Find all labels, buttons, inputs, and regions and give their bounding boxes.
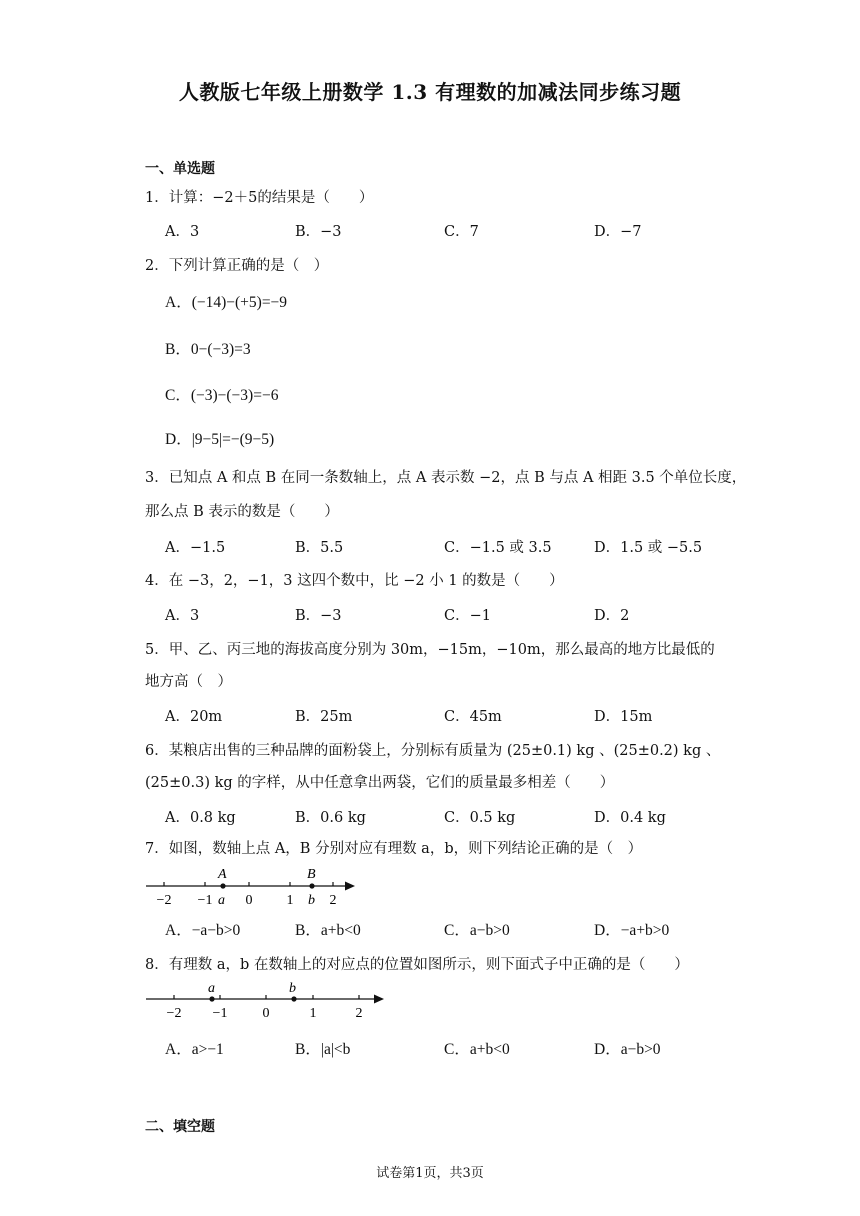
question-3-option-c: C．−1.5 或 3.5 [444, 540, 552, 556]
page-title: 人教版七年级上册数学 1.3 有理数的加减法同步练习题 [178, 80, 682, 104]
axis-tick-label: −1 [197, 893, 213, 908]
question-4-option-d: D．2 [594, 608, 630, 624]
point-a-dot [220, 883, 225, 888]
point-b-dot [291, 996, 296, 1001]
point-a-label: a [208, 981, 215, 996]
question-3-option-b: B．5.5 [295, 540, 344, 556]
question-8-option-a: A．a>−1 [165, 1041, 224, 1058]
question-2-option-d: D．|9−5|=−(9−5) [165, 431, 275, 448]
axis-tick-label: 2 [355, 1006, 363, 1021]
question-3-option-a: A．−1.5 [165, 540, 226, 556]
section-heading-fill-in: 二、填空题 [145, 1119, 215, 1135]
point-b-value-label: b [308, 893, 315, 908]
point-a-value-label: a [218, 893, 225, 908]
question-6-option-d: D．0.4 kg [594, 810, 666, 826]
question-3-option-d: D．1.5 或 −5.5 [594, 540, 703, 556]
question-2-option-c: C．(−3)−(−3)=−6 [165, 387, 279, 404]
question-5-stem-line1: 5．甲、乙、丙三地的海拔高度分别为 30m，−15m，−10m，那么最高的地方比最低的 [145, 642, 715, 658]
question-7-stem: 7．如图，数轴上点 A，B 分别对应有理数 a，b，则下列结论正确的是（ ） [145, 841, 643, 857]
axis-tick-label: 2 [329, 893, 337, 908]
point-a-dot [209, 996, 214, 1001]
question-1-option-b: B．−3 [295, 224, 342, 240]
question-4-option-a: A．3 [165, 608, 200, 624]
question-7-number-line [142, 862, 362, 908]
question-4-option-b: B．−3 [295, 608, 342, 624]
axis-tick-label: 1 [309, 1006, 317, 1021]
page-footer: 试卷第1页，共3页 [376, 1166, 484, 1181]
question-8-option-b: B．|a|<b [295, 1041, 351, 1058]
question-8-option-d: D．a−b>0 [594, 1041, 661, 1058]
question-6-stem-line2: (25±0.3) kg 的字样，从中任意拿出两袋，它们的质量最多相差（ ） [145, 775, 615, 791]
axis-tick-label: −2 [166, 1006, 182, 1021]
question-6-option-b: B．0.6 kg [295, 810, 366, 826]
question-5-option-d: D．15m [594, 709, 653, 725]
axis-arrow-icon [374, 995, 384, 1004]
question-5-stem-line2: 地方高（ ） [145, 674, 232, 690]
question-8-option-c: C．a+b<0 [444, 1041, 510, 1058]
question-5-option-b: B．25m [295, 709, 353, 725]
question-2-option-a: A．(−14)−(+5)=−9 [165, 294, 288, 311]
question-4-option-c: C．−1 [444, 608, 491, 624]
axis-arrow-icon [345, 882, 355, 891]
axis-tick-label: −2 [156, 893, 172, 908]
point-b-label: b [289, 981, 296, 996]
axis-tick-label: −1 [212, 1006, 228, 1021]
question-7-option-a: A．−a−b>0 [165, 922, 241, 939]
question-7-option-b: B．a+b<0 [295, 922, 361, 939]
axis-tick-label: 1 [286, 893, 294, 908]
question-6-option-a: A．0.8 kg [165, 810, 236, 826]
question-1-stem: 1．计算：−2＋5的结果是（ ） [145, 190, 374, 206]
question-2-option-b: B．0−(−3)=3 [165, 341, 251, 358]
question-7-option-d: D．−a+b>0 [594, 922, 670, 939]
point-a-label: A [218, 867, 227, 882]
question-7-option-c: C．a−b>0 [444, 922, 510, 939]
question-5-option-c: C．45m [444, 709, 502, 725]
question-1-option-c: C．7 [444, 224, 479, 240]
point-b-label: B [307, 867, 316, 882]
question-8-stem: 8．有理数 a，b 在数轴上的对应点的位置如图所示，则下面式子中正确的是（ ） [145, 957, 689, 973]
section-heading-single-choice: 一、单选题 [145, 161, 215, 177]
question-8-number-line [142, 980, 392, 1022]
question-3-stem-line2: 那么点 B 表示的数是（ ） [145, 504, 339, 520]
question-5-option-a: A．20m [165, 709, 223, 725]
axis-tick-label: 0 [245, 893, 253, 908]
question-2-stem: 2．下列计算正确的是（ ） [145, 258, 329, 274]
question-1-option-d: D．−7 [594, 224, 642, 240]
question-1-option-a: A．3 [165, 224, 200, 240]
question-4-stem: 4．在 −3，2，−1，3 这四个数中，比 −2 小 1 的数是（ ） [145, 573, 564, 589]
point-b-dot [309, 883, 314, 888]
question-6-stem-line1: 6．某粮店出售的三种品牌的面粉袋上，分别标有质量为 (25±0.1) kg 、(25±0.2) kg 、 [145, 743, 721, 759]
question-3-stem-line1: 3．已知点 A 和点 B 在同一条数轴上，点 A 表示数 −2，点 B 与点 A 相距 3.5 个单位长度， [145, 470, 747, 486]
axis-tick-label: 0 [262, 1006, 270, 1021]
question-6-option-c: C．0.5 kg [444, 810, 516, 826]
